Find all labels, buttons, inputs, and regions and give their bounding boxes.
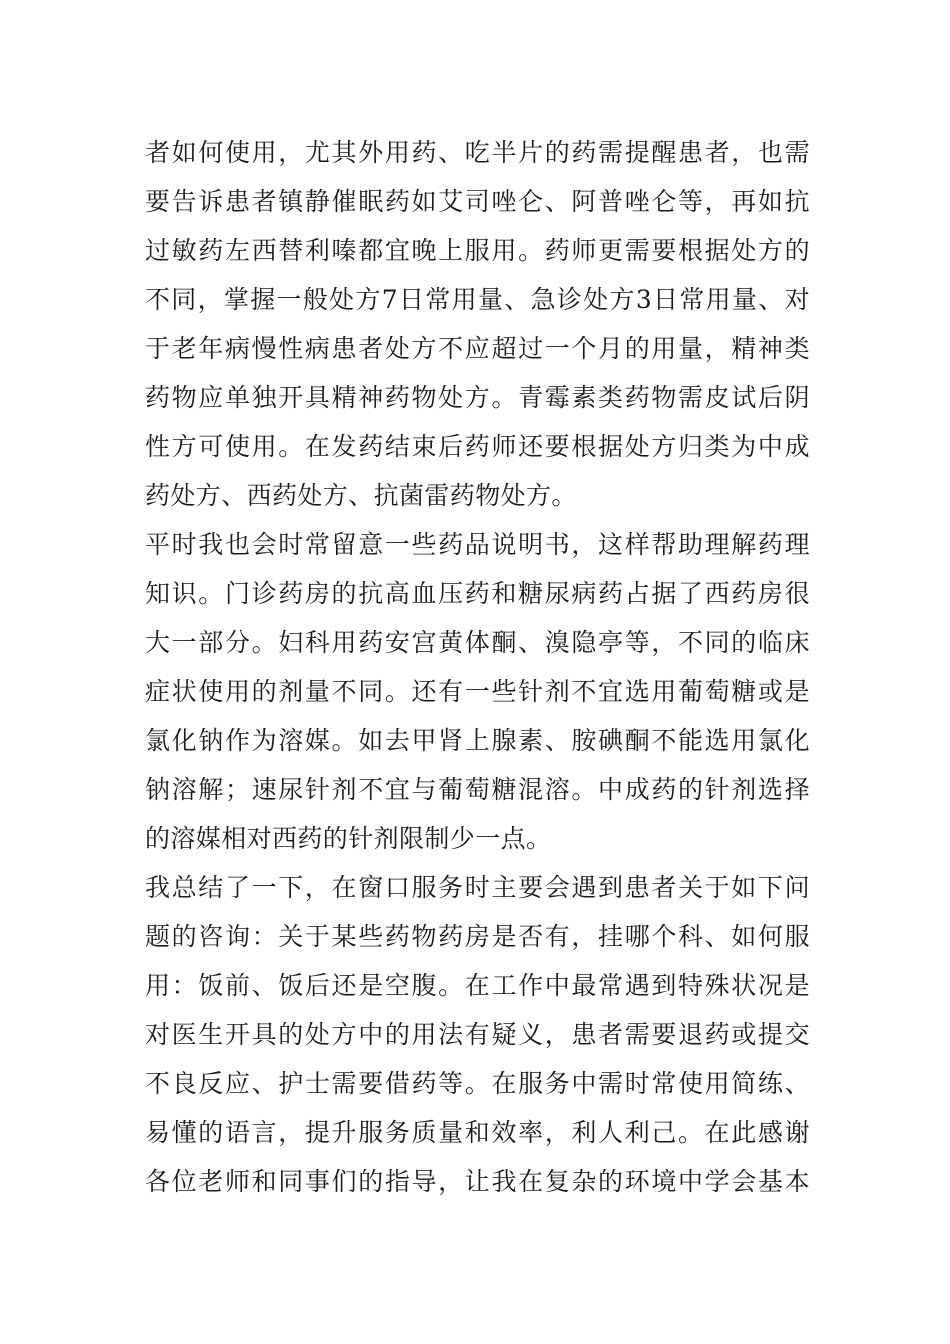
- paragraph-3: [145, 863, 810, 1206]
- text-line: 症状使用的剂量不同。还有一些针剂不宜选用葡萄糖或是: [145, 677, 810, 706]
- text-line: 用：饭前、饭后还是空腹。在工作中最常遇到特殊状况是: [145, 971, 810, 1000]
- text-line: 不良反应、护士需要借药等。在服务中需时常使用简练、: [145, 1069, 810, 1098]
- text-line: 要告诉患者镇静催眠药如艾司唑仑、阿普唑仑等，再如抗: [145, 187, 810, 216]
- text-line: 知识。门诊药房的抗高血压药和糖尿病药占据了西药房很: [145, 579, 810, 608]
- text-line: 药处方、西药处方、抗菌雷药物处方。: [145, 481, 577, 510]
- text-line: 者如何使用，尤其外用药、吃半片的药需提醒患者，也需: [145, 138, 810, 167]
- text-line: 我总结了一下，在窗口服务时主要会遇到患者关于如下问: [145, 873, 810, 902]
- text-line: 对医生开具的处方中的用法有疑义，患者需要退药或提交: [145, 1020, 810, 1049]
- text-line: 于老年病慢性病患者处方不应超过一个月的用量，精神类: [145, 334, 810, 363]
- text-line: 钠溶解；速尿针剂不宜与葡萄糖混溶。中成药的针剂选择: [145, 775, 810, 804]
- document-body: [145, 128, 810, 1206]
- text-line: 大一部分。妇科用药安宫黄体酮、溴隐亭等，不同的临床: [145, 628, 810, 657]
- text-line: 不同，掌握一般处方7日常用量、急诊处方3日常用量、对: [145, 285, 810, 314]
- text-line: 过敏药左西替利嗪都宜晚上服用。药师更需要根据处方的: [145, 236, 810, 265]
- text-line: 性方可使用。在发药结束后药师还要根据处方归类为中成: [145, 432, 810, 461]
- text-line: 的溶媒相对西药的针剂限制少一点。: [145, 824, 552, 853]
- text-line: 氯化钠作为溶媒。如去甲肾上腺素、胺碘酮不能选用氯化: [145, 726, 810, 755]
- text-line: 药物应单独开具精神药物处方。青霉素类药物需皮试后阴: [145, 383, 810, 412]
- text-line: 平时我也会时常留意一些药品说明书，这样帮助理解药理: [145, 530, 810, 559]
- text-line: 各位老师和同事们的指导，让我在复杂的环境中学会基本: [145, 1167, 810, 1196]
- paragraph-1: [145, 128, 810, 520]
- text-line: 易懂的语言，提升服务质量和效率，利人利己。在此感谢: [145, 1118, 810, 1147]
- paragraph-2: [145, 520, 810, 863]
- text-line: 题的咨询：关于某些药物药房是否有，挂哪个科、如何服: [145, 922, 810, 951]
